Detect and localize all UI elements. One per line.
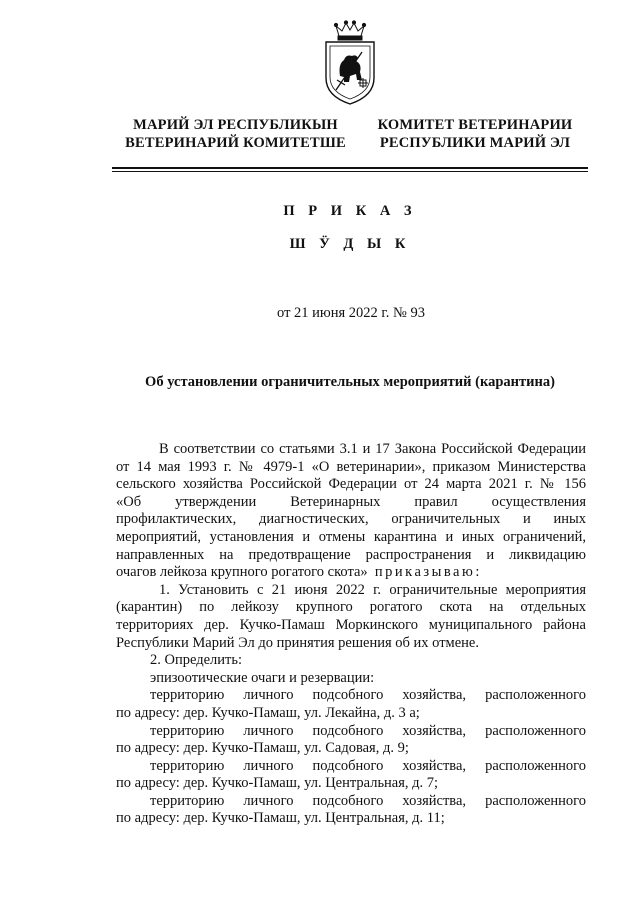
- body-line: В соответствии со статьями 3.1 и 17 Закона Российской Федерации: [159, 441, 586, 457]
- header-left-block: [108, 116, 363, 152]
- body-line: от 14 мая 1993 г. № 4979-1 «О ветеринарии», приказом Министерства: [116, 458, 586, 475]
- document-body: [116, 441, 586, 828]
- list-item-line2: по адресу: дер. Кучко-Памаш, ул. Центральная, д. 11;: [116, 810, 445, 827]
- body-line: 1. Установить с 21 июня 2022 г. ограничительные мероприятия: [159, 581, 586, 598]
- list-item-line2: по адресу: дер. Кучко-Памаш, ул. Садовая, д. 9;: [116, 740, 409, 757]
- document-date-number: от 21 июня 2022 г. № 93: [277, 305, 425, 321]
- body-line: направленных на предотвращение распространения и ликвидацию: [116, 546, 586, 563]
- body-line: (карантин) по лейкозу крупного рогатого скота на отдельных: [116, 599, 586, 616]
- coat-of-arms-emblem: [322, 20, 378, 106]
- body-line: [116, 564, 586, 582]
- body-line: профилактических, диагностических, ограничительных и иных: [116, 511, 586, 528]
- document-type-mari: Ш Ӱ Д Ы К: [289, 236, 411, 252]
- body-line-text: очагов лейкоза крупного рогатого скота»: [116, 564, 368, 581]
- list-item-line2: по адресу: дер. Кучко-Памаш, ул. Лекайна, д. 3 а;: [116, 704, 420, 721]
- header-right-block: [370, 116, 580, 152]
- header-left-line1: МАРИЙ ЭЛ РЕСПУБЛИКЫН: [133, 117, 338, 133]
- header-left-line2: ВЕТЕРИНАРИЙ КОМИТЕТШЕ: [125, 135, 346, 151]
- header-divider-thin: [112, 171, 588, 172]
- document-subject: Об установлении ограничительных мероприятий (карантина): [145, 374, 555, 390]
- body-line: «Об утверждении Ветеринарных правил осуществления: [116, 493, 586, 510]
- order-word: приказываю:: [374, 564, 482, 581]
- header-right-line2: РЕСПУБЛИКИ МАРИЙ ЭЛ: [379, 135, 571, 151]
- header-right-line1: КОМИТЕТ ВЕТЕРИНАРИИ: [377, 117, 573, 133]
- document-type-russian: П Р И К А З: [283, 203, 417, 219]
- header-divider-thick: [112, 167, 588, 169]
- list-item-line1: территорию личного подсобного хозяйства, расположенного: [150, 792, 586, 809]
- body-line: мероприятий, установления и отмены карантина и иных ограничений,: [116, 528, 586, 545]
- list-item-line1: территорию личного подсобного хозяйства, расположенного: [150, 722, 586, 739]
- list-item-line2: по адресу: дер. Кучко-Памаш, ул. Центральная, д. 7;: [116, 775, 439, 792]
- body-line: 2. Определить:: [150, 652, 243, 669]
- body-line: территориях дер. Кучко-Памаш Моркинского муниципального района: [116, 616, 586, 633]
- body-line: сельского хозяйства Российской Федерации от 24 марта 2021 г. № 156: [116, 476, 586, 493]
- list-item-line1: территорию личного подсобного хозяйства, расположенного: [150, 687, 586, 704]
- list-item-line1: территорию личного подсобного хозяйства, расположенного: [150, 757, 586, 774]
- body-line: эпизоотические очаги и резервации:: [150, 669, 375, 686]
- body-line: Республики Марий Эл до принятия решения об их отмене.: [116, 634, 479, 651]
